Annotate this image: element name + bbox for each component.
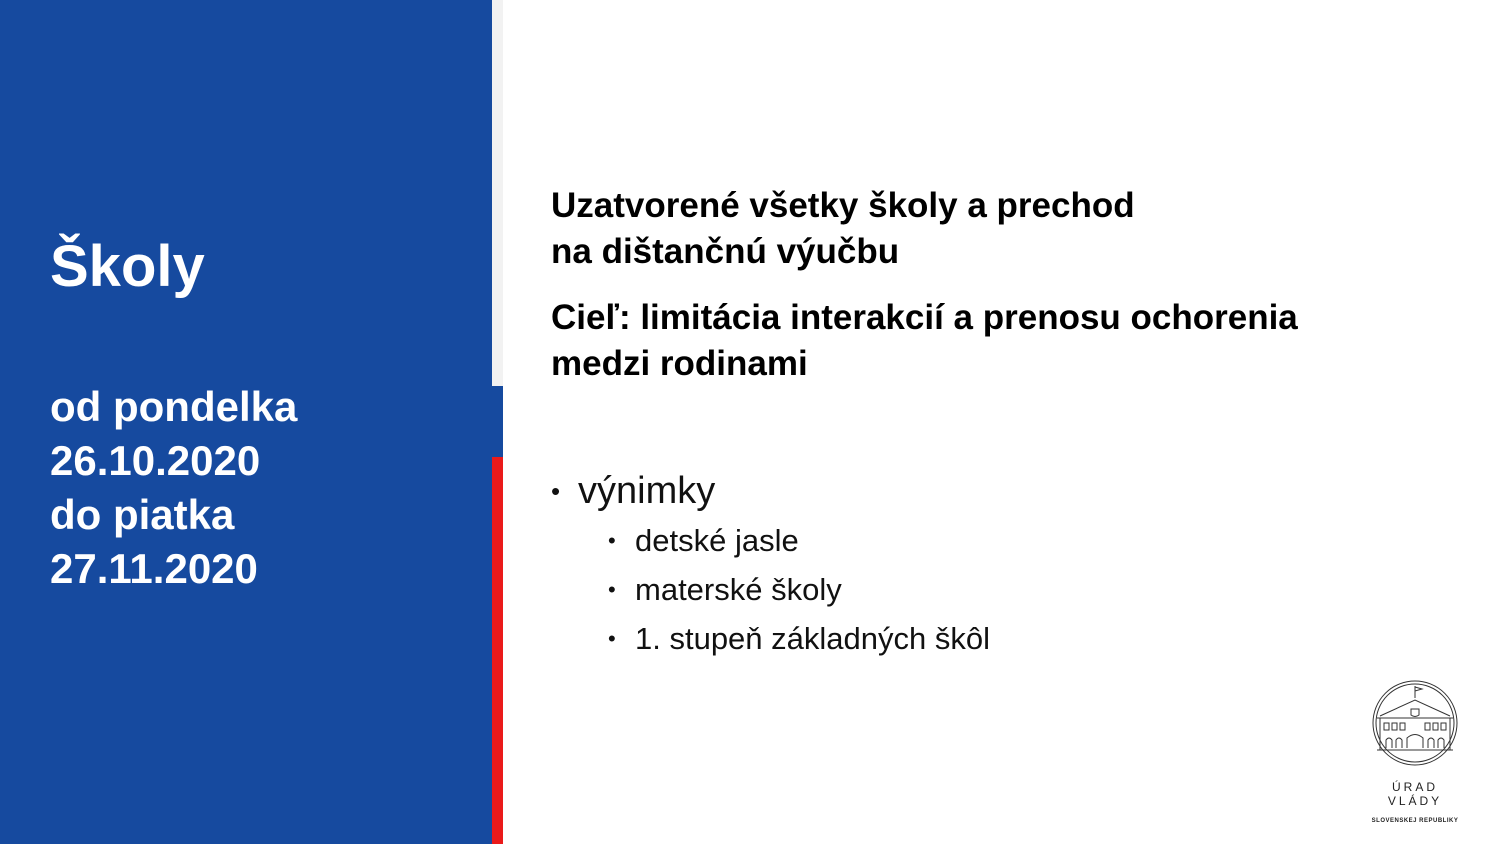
heading-line: medzi rodinami bbox=[551, 344, 808, 383]
bullet-icon: • bbox=[551, 476, 561, 506]
bullet-icon: • bbox=[608, 528, 616, 553]
main-content bbox=[551, 183, 1451, 407]
sub-list-item bbox=[551, 565, 990, 614]
bullet-icon: • bbox=[608, 626, 616, 651]
sub-list-item-label: 1. stupeň základných škôl bbox=[635, 621, 990, 656]
divider-stripe-white bbox=[492, 0, 503, 386]
sub-list-item bbox=[551, 516, 990, 565]
logo-line1: ÚRAD VLÁDY bbox=[1387, 780, 1443, 808]
list-item-label: výnimky bbox=[578, 470, 716, 512]
heading-line: Uzatvorené všetky školy a prechod bbox=[551, 186, 1135, 225]
government-office-wordmark bbox=[1362, 780, 1468, 824]
sub-list-item-label: materské školy bbox=[635, 572, 842, 607]
date-line: do piatka bbox=[50, 491, 235, 538]
heading-line: na dištančnú výučbu bbox=[551, 232, 900, 271]
bullet-icon: • bbox=[608, 577, 616, 602]
date-range bbox=[50, 380, 297, 596]
date-line: 26.10.2020 bbox=[50, 437, 261, 484]
divider-stripe-red bbox=[492, 457, 503, 844]
exceptions-list bbox=[551, 466, 990, 663]
sub-list-item bbox=[551, 614, 990, 663]
date-line: od pondelka bbox=[50, 383, 298, 430]
date-line: 27.11.2020 bbox=[50, 545, 258, 592]
divider-stripe-blue bbox=[492, 386, 503, 457]
heading-line: Cieľ: limitácia interakcií a prenosu ochorenia bbox=[551, 298, 1298, 337]
heading-closure bbox=[551, 183, 1451, 275]
list-item bbox=[551, 466, 990, 516]
logo-line2: SLOVENSKEJ REPUBLIKY bbox=[1371, 818, 1459, 824]
sub-list-item-label: detské jasle bbox=[635, 523, 799, 558]
heading-goal bbox=[551, 295, 1451, 387]
slide-title: Školy bbox=[50, 234, 205, 299]
